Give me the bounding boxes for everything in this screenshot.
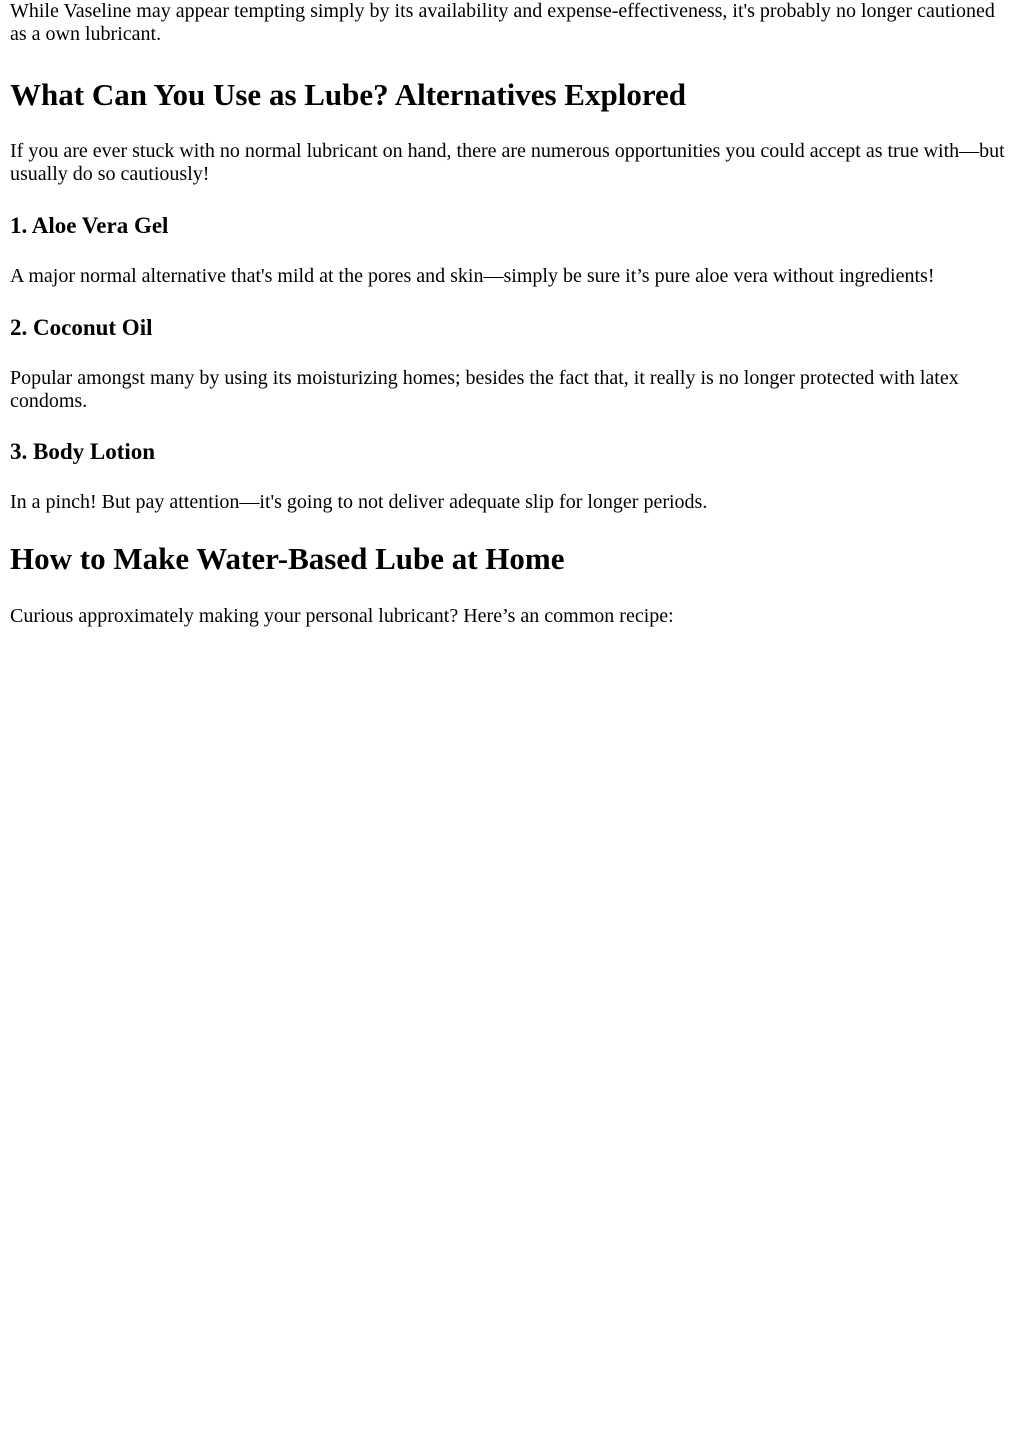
aloe-vera-paragraph: A major normal alternative that's mild at the pores and skin—simply be sure it’s pure aloe vera without ingredients! [10, 265, 935, 287]
homemade-lube-heading: How to Make Water-Based Lube at Home [10, 541, 565, 576]
body-lotion-paragraph: In a pinch! But pay attention—it's going to not deliver adequate slip for longer periods. [10, 491, 708, 513]
coconut-oil-heading: 2. Coconut Oil [10, 315, 153, 340]
homemade-lube-intro-paragraph: Curious approximately making your personal lubricant? Here’s an common recipe: [10, 605, 674, 627]
alternatives-intro-paragraph: If you are ever stuck with no normal lubricant on hand, there are numerous opportunities you could accept as true with—but usually do so cautiously! [10, 140, 1005, 185]
aloe-vera-heading: 1. Aloe Vera Gel [10, 213, 169, 238]
article-body [0, 0, 1024, 628]
coconut-oil-paragraph: Popular amongst many by using its moisturizing homes; besides the fact that, it really is no longer protected with latex condoms. [10, 367, 959, 412]
intro-paragraph: While Vaseline may appear tempting simply by its availability and expense-effectiveness, it's probably no longer cautioned as a own lubricant. [10, 0, 995, 45]
alternatives-heading: What Can You Use as Lube? Alternatives Explored [10, 77, 687, 112]
body-lotion-heading: 3. Body Lotion [10, 439, 156, 464]
